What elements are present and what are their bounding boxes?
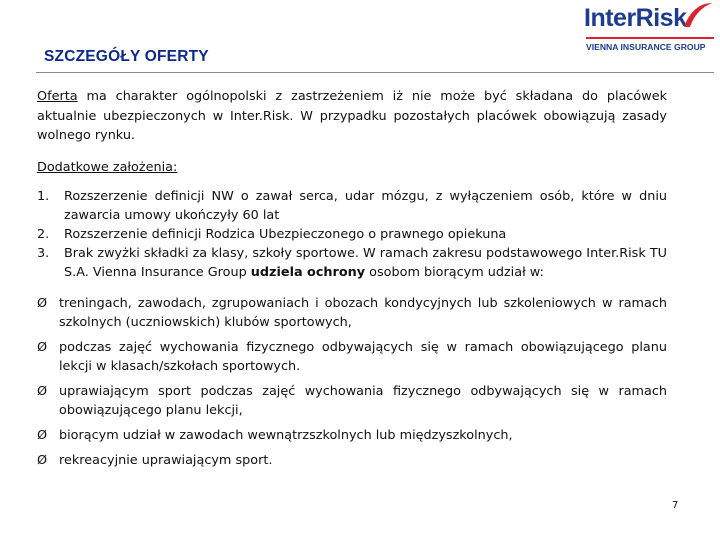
list-item: Ø podczas zajęć wychowania fizycznego odbywających się w ramach obowiązującego planu lekcji w klasach/szkołach sportowych.: [37, 340, 667, 374]
arrow-bullet-icon: Ø: [37, 453, 48, 468]
intro-text: ma charakter ogólnopolski z zastrzeżeniem iż nie może być składana do placówek aktualnie ubezpieczonych w Inter.Risk. W przypadku pozostałych placówek obowiązują zasady wolnego rynku.: [37, 89, 667, 143]
arrow-bullet-icon: Ø: [37, 428, 48, 443]
logo-wordmark: InterRisk: [584, 4, 687, 32]
logo-subtitle: VIENNA INSURANCE GROUP: [586, 42, 706, 52]
page-number: 7: [672, 500, 679, 511]
list-item: Ø biorącym udział w zawodach wewnątrzszkolnych lub międzyszkolnych,: [37, 428, 513, 443]
coverage-bullets: [37, 294, 667, 470]
assumptions-heading: Dodatkowe założenia:: [37, 159, 178, 175]
header-rule: [36, 72, 714, 73]
list-item: 2. Rozszerzenie definicji Rodzica Ubezpieczonego o prawnego opiekuna: [37, 227, 507, 242]
logo-divider: [586, 37, 714, 39]
interrisk-logo: [584, 4, 716, 54]
intro-lead: Oferta: [37, 89, 78, 104]
intro-paragraph: [37, 87, 667, 146]
offer-content: [37, 87, 667, 476]
list-item: Ø uprawiającym sport podczas zajęć wychowania fizycznego odbywających się w ramach obowiązującego planu lekcji,: [37, 384, 667, 418]
logo-swoosh-icon: [680, 1, 714, 31]
list-item: Ø rekreacyjnie uprawiającym sport.: [37, 453, 273, 468]
arrow-bullet-icon: Ø: [37, 296, 48, 311]
arrow-bullet-icon: Ø: [37, 340, 48, 355]
list-item: Ø treningach, zawodach, zgrupowaniach i obozach kondycyjnych lub szkoleniowych w ramach szkolnych (uczniowskich) klubów sportowych,: [37, 296, 667, 330]
arrow-bullet-icon: Ø: [37, 384, 48, 399]
assumptions-list: [37, 187, 667, 282]
page-title: SZCZEGÓŁY OFERTY: [44, 48, 209, 65]
list-item: 3. Brak zwyżki składki za klasy, szkoły sportowe. W ramach zakresu podstawowego Inter.Risk TU S.A. Vienna Insurance Group udziela ochrony osobom biorącym udział w:: [37, 246, 668, 280]
list-item: 1. Rozszerzenie definicji NW o zawał serca, udar mózgu, z wyłączeniem osób, które w dniu zawarcia umowy ukończyły 60 lat: [37, 189, 667, 223]
